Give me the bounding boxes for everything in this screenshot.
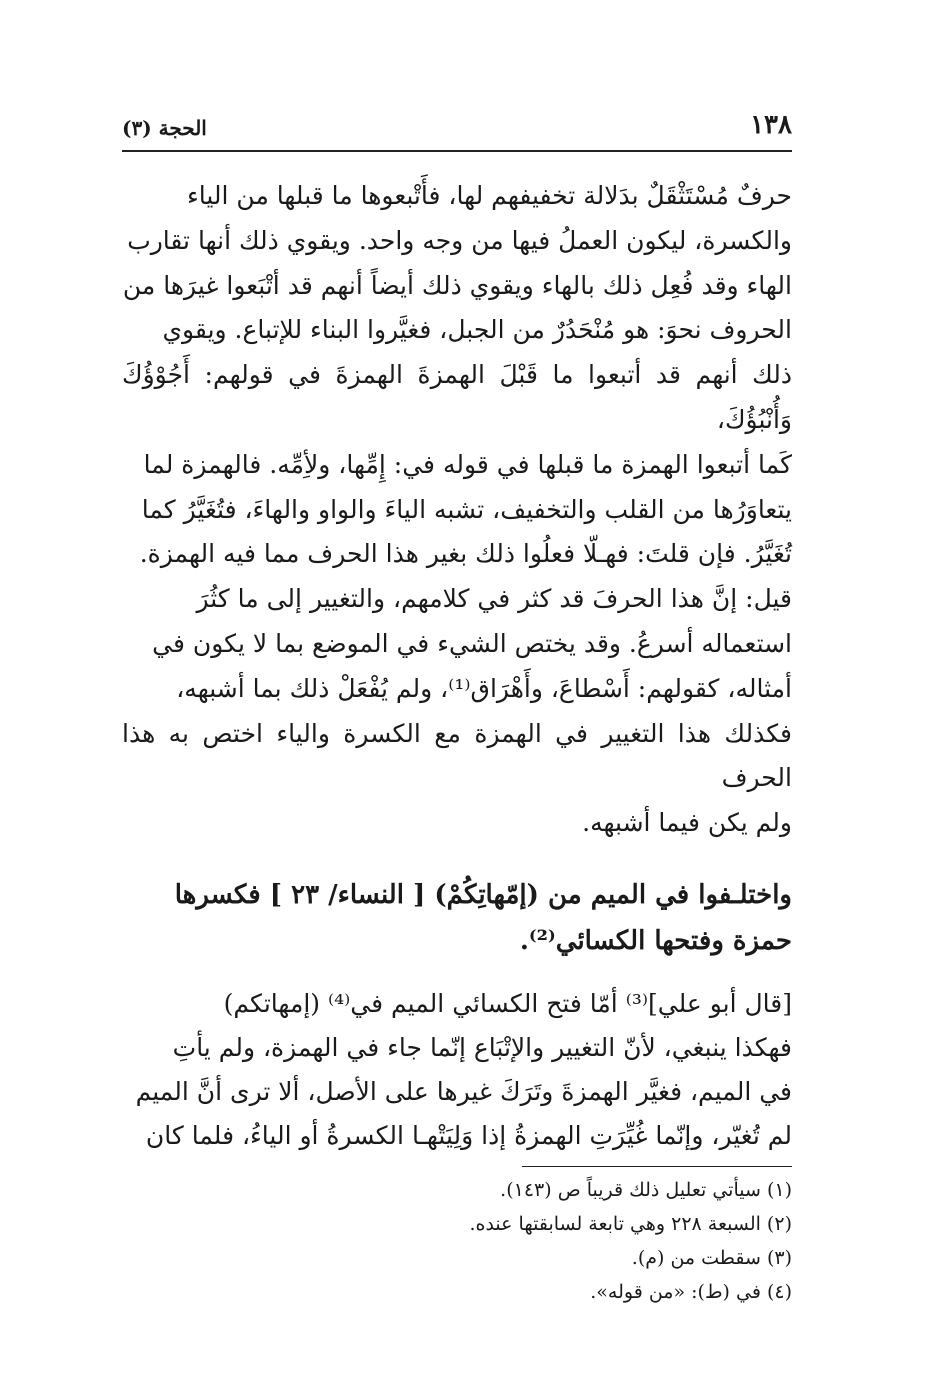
footnote: (٣) سقطت من (م). [631,1246,792,1269]
text-line: فكذلك هذا التغيير في الهمزة مع الكسرة والياء اختص به هذا الحرف [122,718,792,793]
running-head: الحجة (٣) [122,116,207,140]
footnote: (١) سيأتي تعليل ذلك قريباً ص (١٤٣). [500,1178,792,1201]
footnote: (٤) في (ط): «من قوله». [590,1280,792,1303]
text-line: استعماله أسرعُ. وقد يختص الشيء في الموضع بما لا يكون في [152,628,792,658]
body-paragraph [122,174,792,846]
text-line: فهكذا ينبغي، لأنّ التغيير والإتْبَاع إنّما جاء في الهمزة، ولم يأتِ [172,1032,792,1062]
text-line: كَما أتبعوا الهمزة ما قبلها في قوله في: إِمِّها، ولأِمِّه. فالهمزة لما [143,449,792,479]
text-line: ذلك أنهم قد أتبعوا ما قَبْلَ الهمزةَ الهمزةَ في قولهم: أَجُوْؤُكَ وَأُنْبُؤُكَ، [122,360,792,434]
text-line: الهاء وقد فُعِل ذلك بالهاء ويقوي ذلك أيضاً أنهم قد أتْبَعوا غيرَها من [122,270,792,300]
header-rule [122,150,792,152]
text-line: [قال أبو علي]⁽³⁾ أمّا فتح الكسائي الميم في⁽⁴⁾ (إمهاتكم) [223,988,792,1018]
text-line: في الميم، فغيَّر الهمزةَ وتَرَكَ غيرها على الأصل، ألا ترى أنَّ الميم [135,1076,792,1106]
text-line: يتعاوَرُها من القلب والتخفيف، تشبه الياءَ والواو والهاءَ، فتُغَيَّرُ كما [141,494,792,524]
heading-line: حمزة وفتحها الكسائي⁽²⁾. [519,925,792,956]
book-page [122,110,792,1309]
text-line: والكسرة، ليكون العملُ فيها من وجه واحد. ويقوي ذلك أنها تقارب [127,225,792,255]
text-line: تُغَيَّرُ. فإن قلتَ: فهـلّا فعلُوا ذلك بغير هذا الحرف مما فيه الهمزة. [139,539,792,569]
heading-line: واختلـفوا في الميم من (إمّهاتِكُمْ) [ النساء/ ٢٣ ] فكسرها [174,879,792,910]
page-header [122,110,792,150]
page-number: ١٣٨ [750,110,792,140]
text-line: حرفٌ مُسْتَثْقَلٌ بدَلالة تخفيفهم لها، فأَتْبعوها ما قبلها من الياء [187,181,792,210]
text-line: أمثاله، كقولهم: أَسْطاعَ، وأَهْرَاق⁽¹⁾، ولم يُفْعَلْ ذلك بما أشبهه، [176,673,792,703]
commentary-paragraph [122,982,792,1158]
text-line: لم تُغيّر، وإنّما غُيِّرَتِ الهمزةُ إذا وَلِيَتْهـا الكسرةُ أو الياءُ، فلما كان [145,1120,792,1150]
text-line: ولم يكن فيما أشبهه. [582,808,792,838]
footnotes [122,1173,792,1309]
text-line: الحروف نحوَ: هو مُنْحَدُرٌ من الجبل، فغيَّروا البناء للإتباع. ويقوي [162,315,792,345]
text-line: قيل: إنَّ هذا الحرفَ قد كثر في كلامهم، والتغيير إلى ما كثُرَ [196,584,792,614]
quranic-reading-heading [122,872,792,964]
footnote: (٢) السبعة ٢٢٨ وهي تابعة لسابقتها عنده. [469,1212,792,1235]
footnote-rule [522,1166,792,1167]
